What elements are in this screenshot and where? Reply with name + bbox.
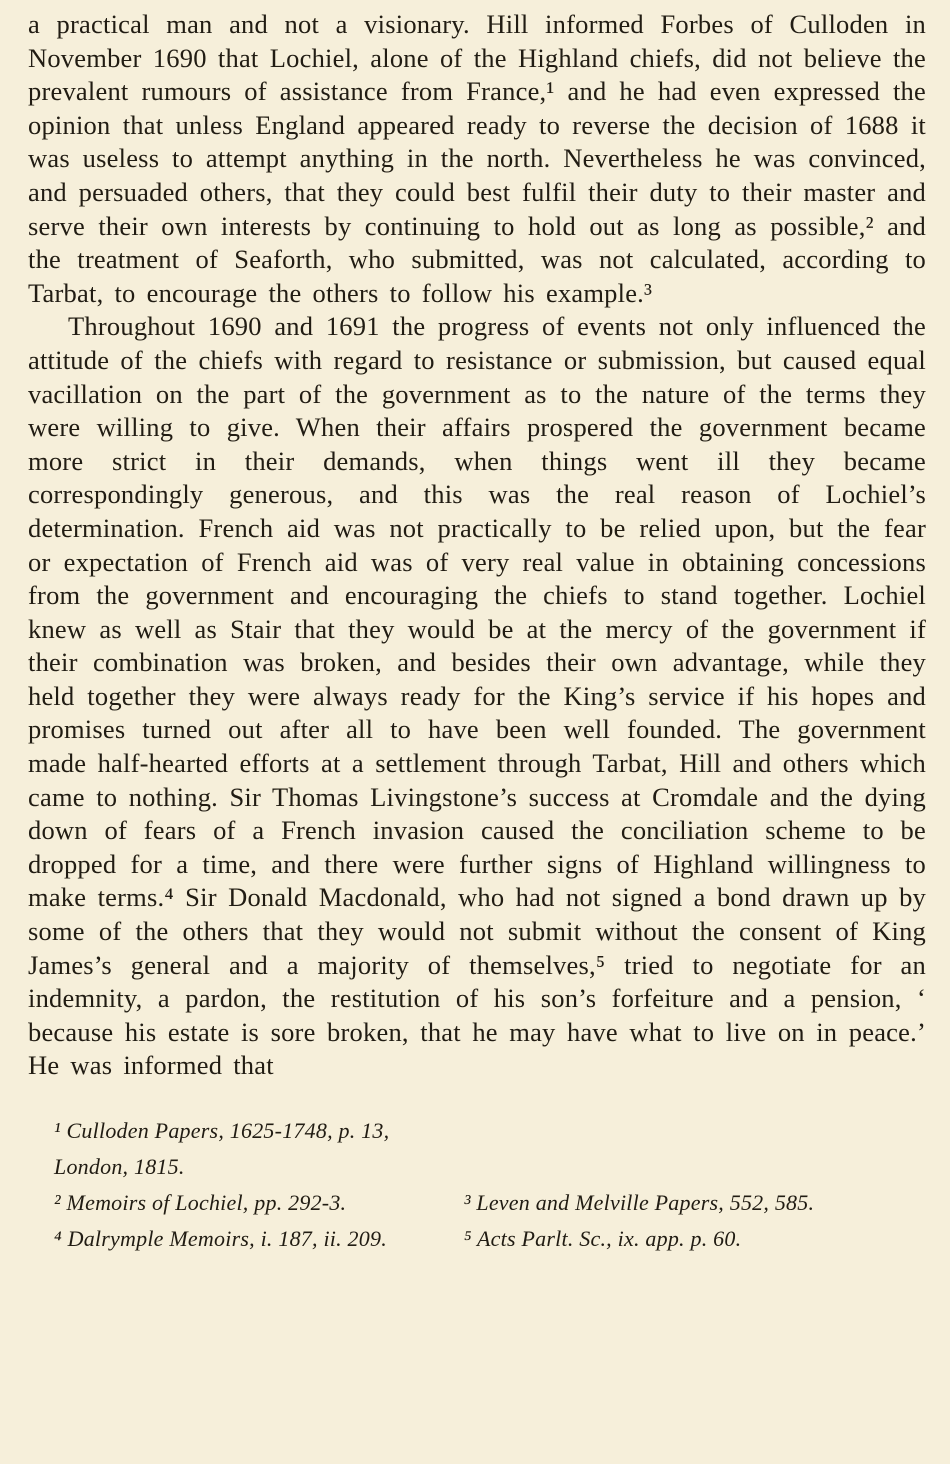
footnotes-section xyxy=(28,1113,926,1257)
footnote-3: ³ Leven and Melville Papers, 552, 585. xyxy=(463,1190,815,1215)
body-paragraph-1: a practical man and not a visionary. Hill informed Forbes of Culloden in November 1690 that Lochiel, alone of the Highland chiefs, did not believe the prevalent rumours of assistance from France,¹ and he had even expressed the opinion that unless England appeared ready to reverse the decision of 1688 it was useless to attempt anything in the north. Nevertheless he was convinced, and persuaded others, that they could best fulfil their duty to their master and serve their own interests by continuing to hold out as long as possible,² and the treatment of Seaforth, who submitted, was not calculated, according to Tarbat, to encourage the others to follow his example.³ xyxy=(28,9,926,308)
footnote-4: ⁴ Dalrymple Memoirs, i. 187, ii. 209. xyxy=(54,1226,387,1251)
footnote-5: ⁵ Acts Parlt. Sc., ix. app. p. 60. xyxy=(463,1226,742,1251)
footnote-1: ¹ Culloden Papers, 1625-1748, p. 13, London, 1815. xyxy=(54,1118,390,1179)
footnote-row-2 xyxy=(54,1185,926,1221)
footnote-row-3 xyxy=(54,1221,926,1257)
body-paragraph-2: Throughout 1690 and 1691 the progress of events not only influenced the attitude of the chiefs with regard to resistance or submission, but caused equal vacillation on the part of the government as to the nature of the terms they were willing to give. When their affairs prospered the government became more strict in their demands, when things went ill they became correspondingly generous, and this was the real reason of Lochiel’s determination. French aid was not practically to be relied upon, but the fear or expectation of French aid was of very real value in obtaining concessions from the government and encouraging the chiefs to stand together. Lochiel knew as well as Stair that they would be at the mercy of the government if their combination was broken, and besides their own advantage, while they held together they were always ready for the King’s service if his hopes and promises turned out after all to have been well founded. The government made half-hearted efforts at a settlement through Tarbat, Hill and others which came to nothing. Sir Thomas Livingstone’s success at Cromdale and the dying down of fears of a French invasion caused the conciliation scheme to be dropped for a time, and there were further signs of Highland willingness to make terms.⁴ Sir Donald Macdonald, who had not signed a bond drawn up by some of the others that they would not submit without the consent of King James’s general and a majority of themselves,⁵ tried to negotiate for an indemnity, a pardon, the restitution of his son’s forfeiture and a pension, ‘ because his estate is sore broken, that he may have what to live on in peace.’ He was informed that xyxy=(28,311,926,1081)
page-body-text xyxy=(28,8,926,1083)
footnote-2: ² Memoirs of Lochiel, pp. 292-3. xyxy=(54,1190,347,1215)
footnote-row-1 xyxy=(54,1113,926,1185)
